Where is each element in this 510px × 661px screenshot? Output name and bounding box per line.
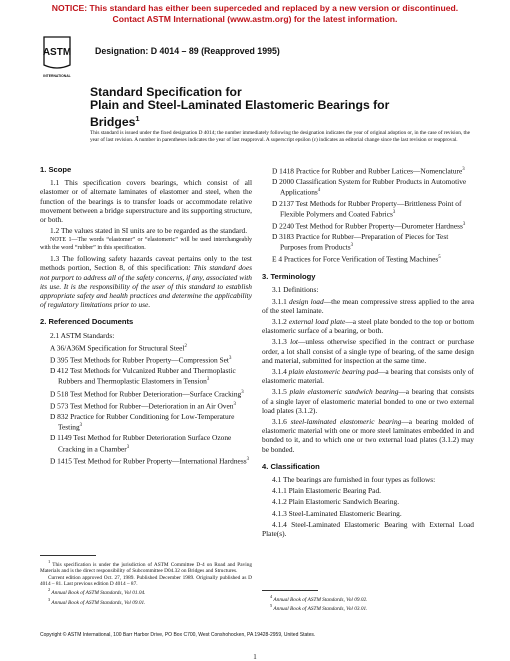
footnote: $^1$ This specification is under the jurisdiction of ASTM Committee D-4 on Road and Paving Materials and is the direct responsibility of Subcommittee D04.32 on Bridges and Structures.: [40, 559, 252, 575]
document-title: [90, 86, 470, 130]
scope-paragraph: 1.1 This specification covers bearings, which consist of all elastomer or of alternate laminates of elastomer and steel, when the function of the bearings is to transfer loads or accommodate relative movement between a bridge superstructure and its supporting structure, or both.: [40, 178, 252, 225]
notice-line-2: Contact ASTM International (www.astm.org) for the latest information.: [112, 13, 398, 24]
reference-item: D 395 Test Methods for Rubber Property—Compression Set$^3$: [50, 355, 232, 365]
section-references-heading: 2. Referenced Documents: [40, 317, 134, 327]
references-intro: 2.1 ASTM Standards:: [50, 330, 115, 340]
classification-item: 4.1.1 Plain Elastomeric Bearing Pad.: [272, 486, 381, 496]
supersession-notice: [0, 3, 510, 24]
reference-item: D 3183 Practice for Rubber—Preparation of Pieces for Test Purposes from Products$^3$: [272, 232, 449, 252]
definition-item: 3.1.6 steel-laminated elastomeric bearing—a bearing molded of elastomeric material with one or more steel laminates embedded in and bonded to it, and to which one or two external load plates (3.1.2) may be bonded.: [262, 416, 475, 454]
footnote: $^5$ Annual Book of ASTM Standards, Vol 03.01.: [270, 603, 368, 612]
designation: Designation: D 4014 – 89 (Reapproved 1995): [95, 46, 280, 56]
reference-item: D 1418 Practice for Rubber and Rubber Latices—Nomenclature$^3$: [272, 166, 465, 176]
reference-item: D 1149 Test Method for Rubber Deterioration Surface Ozone Cracking in a Chamber$^3$: [50, 433, 232, 453]
reference-item: D 412 Test Methods for Vulcanized Rubber and Thermoplastic Rubbers and Thermoplastic Elastomers in Tension$^3$: [50, 366, 236, 386]
page-number: 1: [253, 653, 257, 661]
definition-item: 3.1.1 design load—the mean compressive stress applied to the area of the steel laminate.: [262, 296, 474, 315]
classification-item: 4.1.3 Steel-Laminated Elastomeric Bearing.: [272, 508, 402, 518]
scope-note: NOTE 1—The words “elastomer” or “elastomeric” will be used interchangeably with the word “rubber” in this specification.: [40, 237, 252, 251]
definition-item: 3.1.5 plain elastomeric sandwich bearing—a bearing that consists of a single layer of elastomeric material bonded to one or two external load plates (3.1.2).: [262, 387, 474, 415]
safety-caveat-italic: This standard does not purport to address all of the safety concerns, if any, associated with its use. It is the responsibility of the user of this standard to establish appropriate safety and health practices and determine the applicability of regulatory limitations prior to use.: [40, 263, 252, 310]
scope-paragraph: [40, 254, 252, 309]
footnote: $^2$ Annual Book of ASTM Standards, Vol 01.04.: [48, 587, 146, 597]
logo-subtext: INTERNATIONAL: [43, 74, 71, 78]
reference-item: A 36/A36M Specification for Structural Steel$^2$: [50, 343, 187, 353]
copyright-line: Copyright © ASTM International, 100 Barr Harbor Drive, PO Box C700, West Conshohocken, PA 19428-2959, United States.: [40, 632, 316, 638]
scope-paragraph: 1.2 The values stated in SI units are to be regarded as the standard.: [50, 226, 248, 236]
logo-text: ASTM: [42, 47, 72, 58]
right-column: [262, 165, 474, 540]
reference-item: D 832 Practice for Rubber Conditioning for Low-Temperature Testing$^3$: [50, 411, 235, 432]
definition-item: 3.1.4 plain elastomeric bearing pad—a bearing that consists only of elastomeric material.: [262, 366, 474, 386]
footnote-rule: [40, 555, 96, 556]
title-line-1: Standard Specification for: [90, 85, 242, 99]
footnote: $^4$ Annual Book of ASTM Standards, Vol 09.02.: [270, 594, 368, 603]
reference-item: D 2137 Test Methods for Rubber Property—Brittleness Point of Flexible Polymers and Coated Fabrics$^3$: [272, 198, 462, 219]
classification-item: 4.1.2 Plain Elastomeric Sandwich Bearing.: [272, 497, 400, 507]
definition-item: 3.1.3 lot—unless otherwise specified in the contract or purchase order, a lot shall consist of a single type of bearing, of the same design and material, submitted for inspection at the same time.: [262, 337, 474, 365]
reference-item: E 4 Practices for Force Verification of Testing Machines$^5$: [272, 254, 441, 264]
footnotes-right: [262, 594, 474, 612]
footnote: Current edition approved Oct. 27, 1989. Published December 1989. Originally published as D 4014 – 81. Last previous edition D 4014 – 87.: [40, 574, 252, 587]
section-scope-heading: 1. Scope: [40, 165, 72, 174]
reference-item: D 573 Test Method for Rubber—Deterioration in an Air Oven$^3$: [50, 401, 236, 411]
footnotes-left: [40, 559, 252, 606]
definition-item: 3.1.2 external load plate—a steel plate bonded to the top or bottom elastomeric surface of a bearing, or both.: [262, 316, 474, 336]
classification-intro: 4.1 The bearings are furnished in four types as follows:: [272, 475, 436, 484]
reference-item: D 518 Test Method for Rubber Deterioration—Surface Cracking$^3$: [50, 389, 244, 399]
title-footnote-marker: 1: [135, 114, 140, 124]
astm-logo: [40, 35, 74, 81]
reference-item: D 2000 Classification System for Rubber Products in Automotive Applications$^4$: [272, 177, 467, 197]
section-classification-heading: 4. Classification: [262, 461, 320, 471]
title-line-3: Bridges: [90, 115, 136, 130]
safety-caveat-text: 1.3 The following safety hazards caveat pertains only to the test methods portion, Section 8, of this specification:: [40, 254, 252, 273]
definitions-intro: 3.1 Definitions:: [272, 285, 319, 295]
reference-item: D 1415 Test Method for Rubber Property—International Hardness$^3$: [50, 456, 250, 466]
issue-note: This standard is issued under the fixed designation D 4014; the number immediately following the designation indicates the year of original adoption or, in the case of revision, the year of last revision. A number in parentheses indicates the year of last reapproval. A superscript epsilon (ε) indicates an editorial change since the last revision or reapproval.: [90, 130, 470, 143]
reference-item: D 2240 Test Method for Rubber Property—Durometer Hardness$^3$: [272, 221, 466, 231]
footnote: $^3$ Annual Book of ASTM Standards, Vol 09.01.: [48, 596, 146, 606]
classification-item: 4.1.4 Steel-Laminated Elastomeric Bearing with External Load Plate(s).: [262, 519, 474, 539]
title-line-2: Plain and Steel-Laminated Elastomeric Bearings for: [90, 98, 390, 113]
section-terminology-heading: 3. Terminology: [262, 272, 316, 282]
left-column: [40, 165, 252, 467]
notice-line-1: NOTICE: This standard has either been superceded and replaced by a new version or discontinued.: [51, 3, 459, 13]
footnote-rule: [262, 590, 318, 591]
